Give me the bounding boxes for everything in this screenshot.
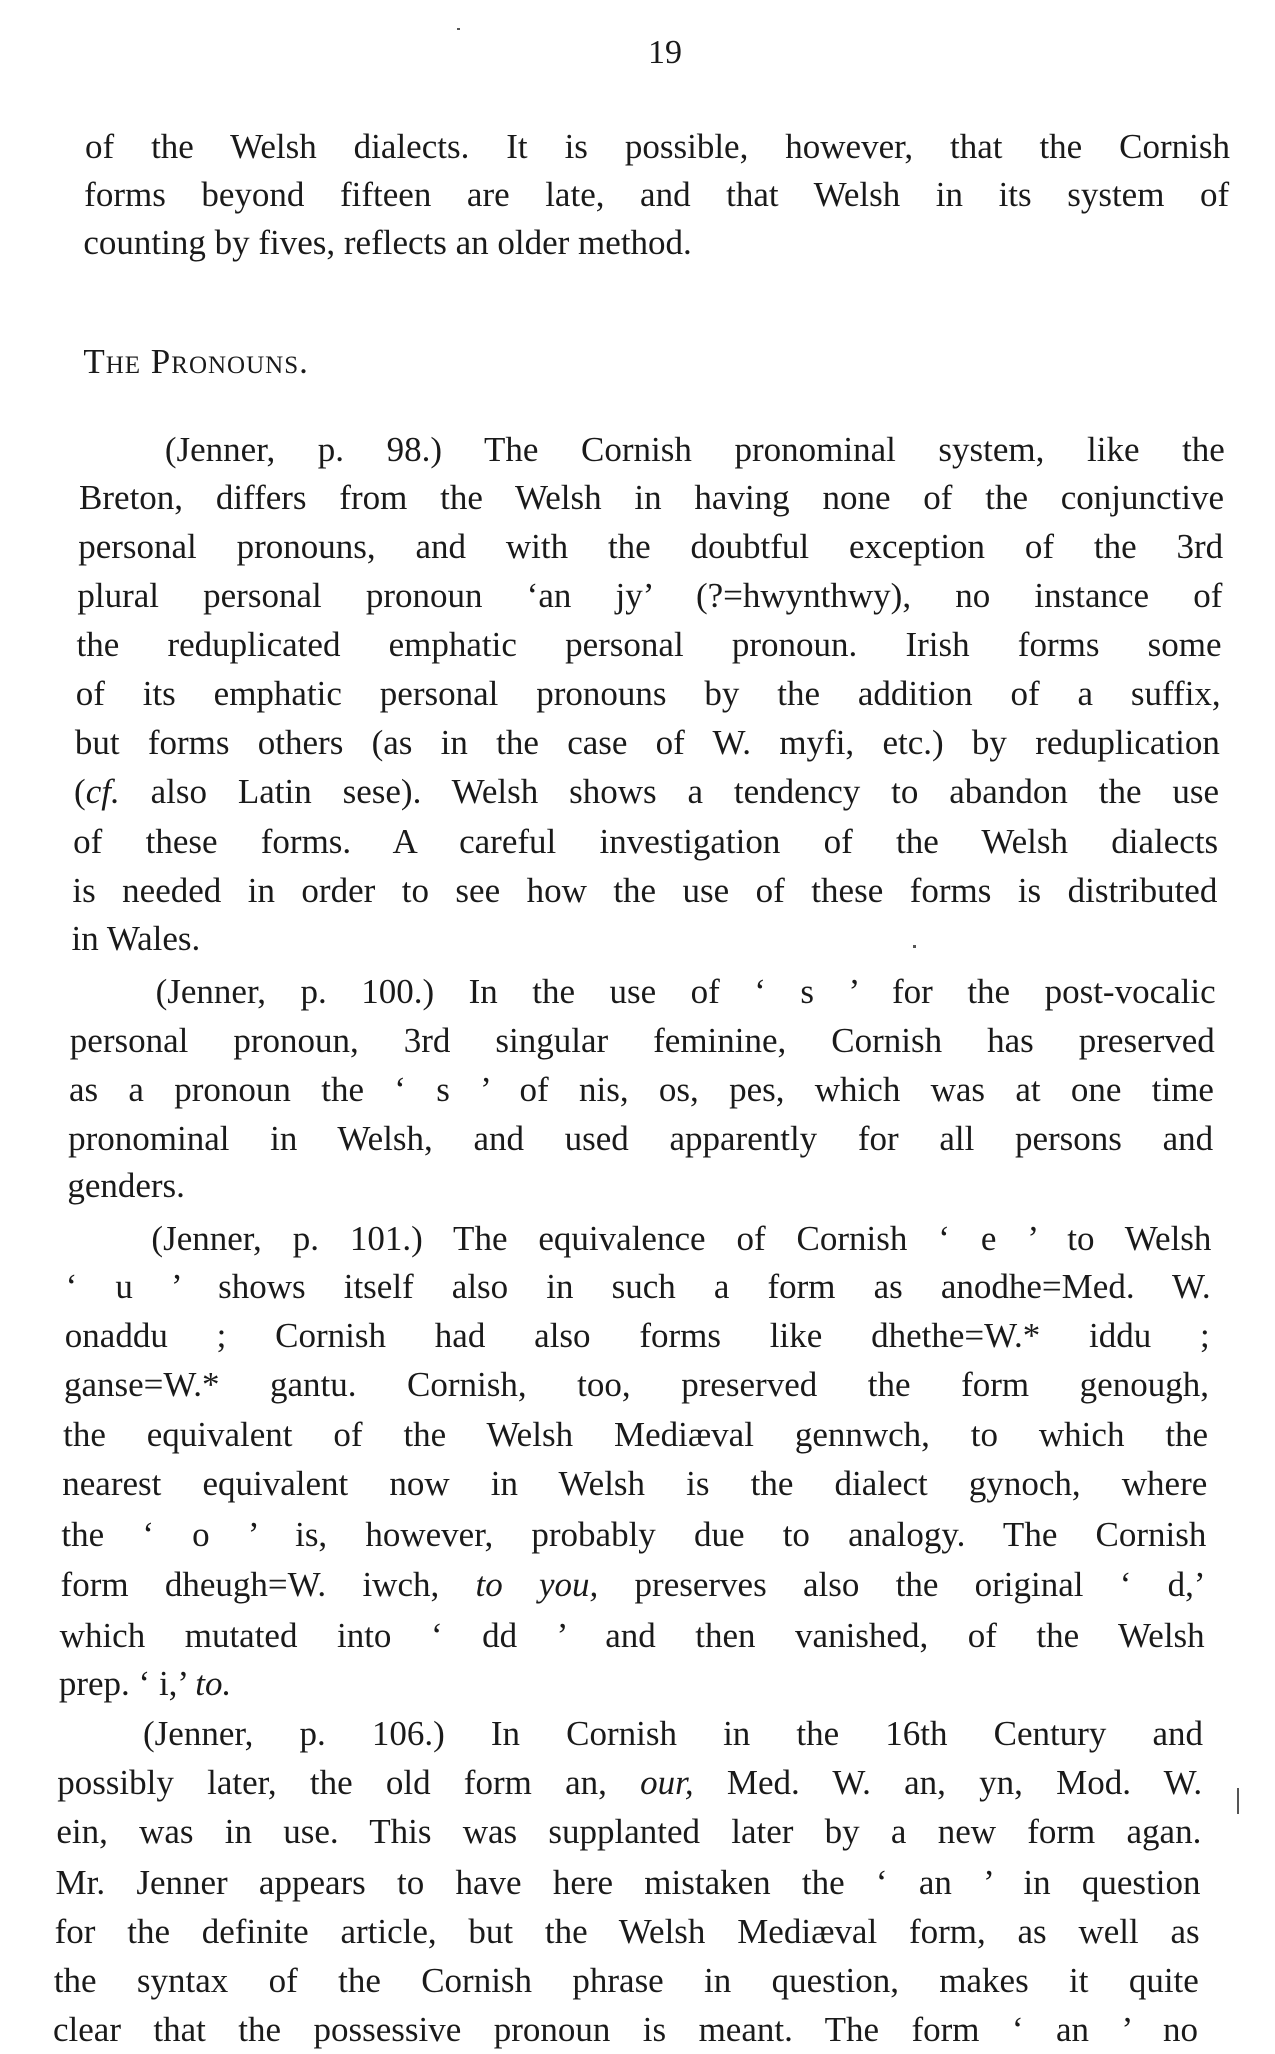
text-line <box>156 967 1216 1016</box>
text-line <box>83 218 1228 267</box>
text-segment: the reduplicated emphatic personal pronoun. Irish forms some <box>76 625 1222 664</box>
text-segment: the equivalent of the Welsh Mediæval gennwch, to which the <box>63 1415 1209 1454</box>
text-segment: (Jenner, p. 101.) The equivalence of Cornish ‘ e ’ to Welsh <box>151 1219 1212 1258</box>
text-segment: ‘ u ’ shows itself also in such a form as anodhe=Med. W. <box>65 1267 1211 1306</box>
italic-text: cf. <box>85 772 120 811</box>
text-line <box>79 473 1224 522</box>
text-segment: (Jenner, p. 100.) In the use of ‘ s ’ for the post-vocalic <box>155 972 1216 1011</box>
text-line <box>64 1360 1209 1409</box>
text-segment: (Jenner, p. 98.) The Cornish pronominal system, like the <box>164 430 1225 469</box>
text-line <box>78 522 1223 571</box>
text-segment: onaddu ; Cornish had also forms like dhethe=W.* iddu ; <box>64 1316 1210 1355</box>
scan-speck <box>1237 1788 1239 1814</box>
text-segment: ( <box>74 772 86 811</box>
text-segment: the syntax of the Cornish phrase in question, makes it quite <box>53 1961 1199 2000</box>
text-line <box>53 2005 1198 2054</box>
section-heading: The Pronouns. <box>83 342 309 381</box>
text-line <box>68 1114 1213 1163</box>
text-line <box>60 1611 1205 1660</box>
text-segment: Mr. Jenner appears to have here mistaken the ‘ an ’ in question <box>55 1863 1201 1902</box>
text-line <box>55 1907 1200 1956</box>
text-segment: form dheugh=W. iwch, <box>60 1565 476 1604</box>
text-segment: of its emphatic personal pronouns by the addition of a suffix, <box>75 674 1221 713</box>
text-segment: of the Welsh dialects. It is possible, however, that the Cornish <box>85 127 1230 166</box>
text-segment: ein, was in use. This was supplanted later by a new form agan. <box>56 1812 1202 1851</box>
text-line <box>63 1410 1208 1459</box>
italic-text: our, <box>640 1763 694 1802</box>
text-segment: personal pronoun, 3rd singular feminine, Cornish has preserved <box>69 1021 1215 1060</box>
text-segment: the ‘ o ’ is, however, probably due to analogy. The Cornish <box>61 1515 1207 1554</box>
text-segment: personal pronouns, and with the doubtful exception of the 3rd <box>78 527 1224 566</box>
text-segment: clear that the possessive pronoun is meant. The form ‘ an ’ no <box>52 2010 1198 2049</box>
text-line <box>61 1560 1206 1609</box>
text-segment: as a pronoun the ‘ s ’ of nis, os, pes, which was at one time <box>68 1070 1214 1109</box>
text-line <box>72 866 1217 915</box>
text-segment: for the definite article, but the Welsh Mediæval form, as well as <box>54 1912 1200 1951</box>
text-segment: which mutated into ‘ dd ’ and then vanished, of the Welsh <box>59 1616 1205 1655</box>
text-line <box>65 1311 1210 1360</box>
text-line <box>70 1016 1215 1065</box>
text-segment: Breton, differs from the Welsh in having none of the conjunctive <box>79 478 1225 517</box>
italic-text: to you, <box>475 1565 599 1604</box>
text-segment: pronominal in Welsh, and used apparently for all persons and <box>68 1119 1214 1158</box>
text-segment: counting by fives, reflects an older method. <box>83 223 692 262</box>
text-line <box>54 1956 1199 2005</box>
text-line <box>59 1659 1204 1708</box>
text-segment: forms beyond fifteen are late, and that Welsh in its system of <box>84 175 1230 214</box>
text-line <box>56 1807 1201 1856</box>
text-segment: (Jenner, p. 106.) In Cornish in the 16th Century and <box>143 1714 1204 1753</box>
text-line <box>73 817 1218 866</box>
text-line <box>85 122 1230 171</box>
text-line <box>165 425 1225 474</box>
text-segment: nearest equivalent now in Welsh is the dialect gynoch, where <box>62 1464 1208 1503</box>
text-line <box>75 718 1220 767</box>
scan-speck <box>457 28 460 30</box>
text-segment: possibly later, the old form an, <box>57 1763 641 1802</box>
scan-speck <box>913 945 916 948</box>
text-line <box>72 914 1217 963</box>
text-line <box>76 669 1221 718</box>
text-line <box>55 1858 1200 1907</box>
text-segment: is needed in order to see how the use of these forms is distributed <box>72 871 1218 910</box>
text-line <box>151 1214 1211 1263</box>
text-segment: ganse=W.* gantu. Cornish, too, preserved the form genough, <box>63 1365 1209 1404</box>
text-line <box>77 620 1222 669</box>
text-line <box>84 170 1229 219</box>
text-segment: genders. <box>67 1166 185 1205</box>
text-segment: Med. W. an, yn, Mod. W. <box>693 1763 1203 1802</box>
text-line <box>61 1510 1206 1559</box>
text-line <box>67 1161 1212 1210</box>
page-number: 19 <box>648 34 682 71</box>
text-line <box>69 1065 1214 1114</box>
text-line <box>74 767 1219 816</box>
text-segment: preserves also the original ‘ d,’ <box>598 1565 1206 1604</box>
text-line <box>66 1262 1211 1311</box>
text-segment: in Wales. <box>71 919 201 958</box>
text-line <box>77 571 1222 620</box>
text-segment: of these forms. A careful investigation of the Welsh dialects <box>73 822 1219 861</box>
text-line <box>57 1758 1202 1807</box>
text-segment: prep. ‘ i,’ <box>58 1664 196 1703</box>
italic-text: to. <box>195 1664 232 1703</box>
text-line <box>62 1459 1207 1508</box>
text-line <box>143 1709 1203 1758</box>
text-segment: plural personal pronoun ‘an jy’ (?=hwynthwy), no instance of <box>77 576 1223 615</box>
text-segment: also Latin sese). Welsh shows a tendency to abandon the use <box>119 772 1220 811</box>
text-segment: but forms others (as in the case of W. myfi, etc.) by reduplication <box>74 723 1220 762</box>
